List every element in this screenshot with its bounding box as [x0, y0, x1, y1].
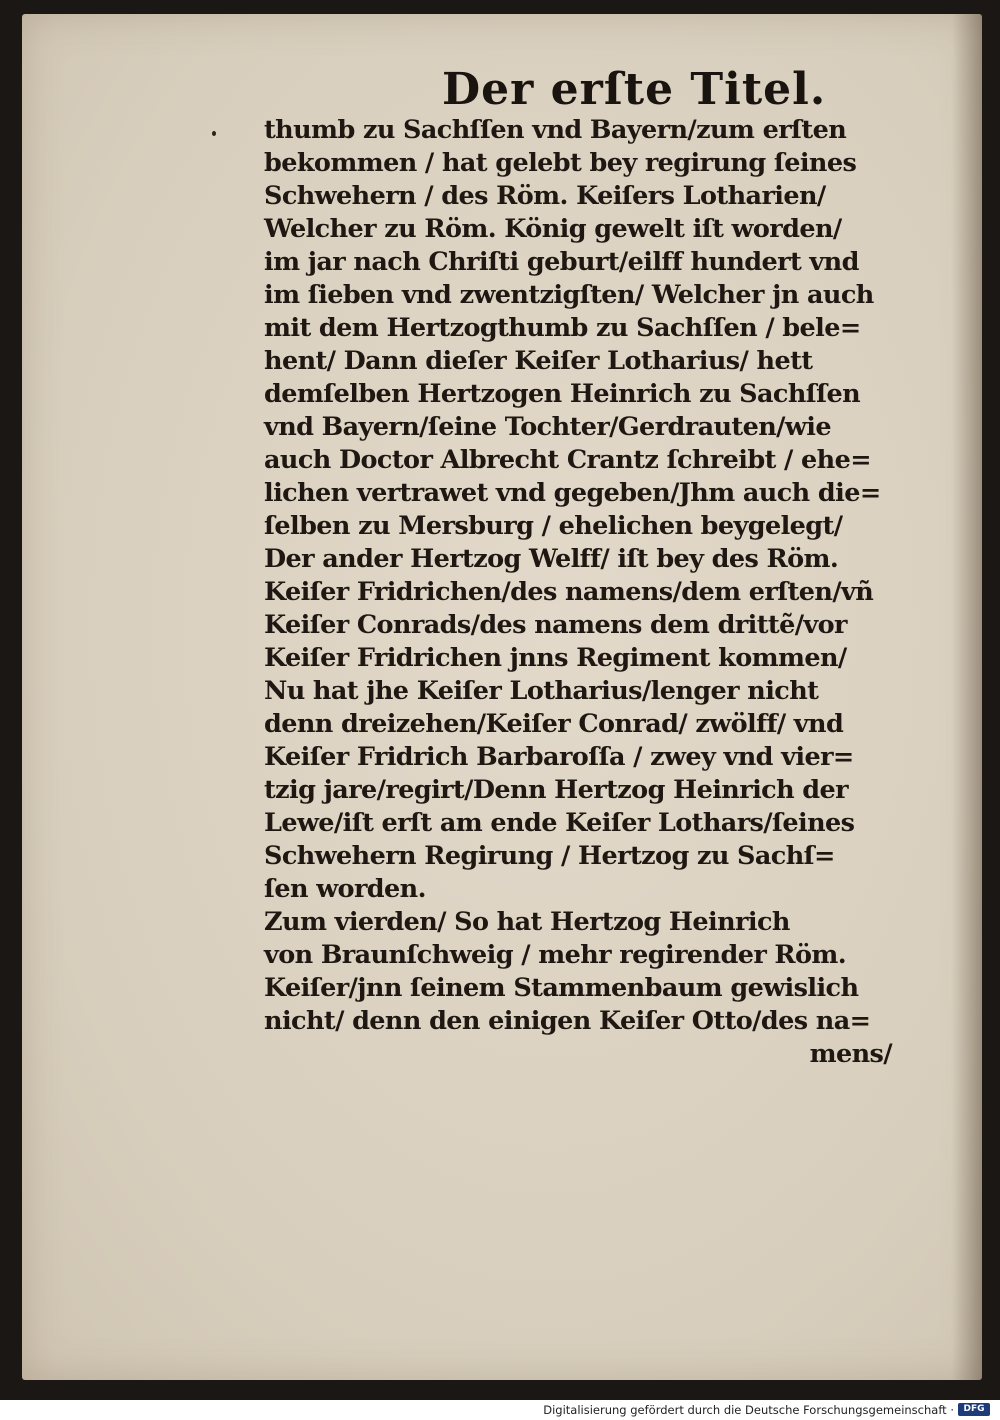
text-line: Keiſer Fridrichen jnns Regiment kommen/: [264, 643, 847, 673]
dfg-logo: DFG: [958, 1403, 990, 1416]
text-line: lichen vertrawet vnd gegeben/Jhm auch die=: [264, 478, 881, 508]
text-line: mit dem Hertzogthumb zu Sachſſen / bele=: [264, 313, 861, 343]
text-line: Nu hat jhe Keiſer Lotharius/lenger nicht: [264, 676, 819, 706]
book-page: [22, 14, 982, 1380]
text-line: Keiſer Fridrich Barbaroſſa / zwey vnd vier=: [264, 742, 854, 772]
text-line: Lewe/iſt erſt am ende Keiſer Lothars/ſeines: [264, 808, 855, 838]
text-line: hent/ Dann dieſer Keiſer Lotharius/ hett: [264, 346, 813, 376]
text-line: nicht/ denn den einigen Keiſer Otto/des na=: [264, 1006, 871, 1036]
text-line: Zum vierden/ So hat Hertzog Heinrich: [264, 907, 790, 937]
text-line: im ſieben vnd zwentzigſten/ Welcher jn auch: [264, 280, 874, 310]
text-line: demſelben Hertzogen Heinrich zu Sachſſen: [264, 379, 861, 409]
text-line: mens/: [809, 1039, 892, 1069]
text-line: Der ander Hertzog Welff/ iſt bey des Röm.: [264, 544, 839, 574]
text-line: thumb zu Sachſſen vnd Bayern/zum erſten: [264, 115, 847, 145]
text-line: im jar nach Chriſti geburt/eilff hundert vnd: [264, 247, 859, 277]
footer-bar: [0, 1400, 1000, 1420]
text-line: ſen worden.: [264, 874, 426, 904]
text-line: Schwehern Regirung / Hertzog zu Sachſ=: [264, 841, 835, 871]
text-line: tzig jare/regirt/Denn Hertzog Heinrich der: [264, 775, 848, 805]
text-line: Keiſer Conrads/des namens dem drittẽ/vor: [264, 610, 847, 640]
text-line: Welcher zu Röm. König gewelt iſt worden/: [264, 214, 842, 244]
text-line: auch Doctor Albrecht Crantz ſchreibt / ehe=: [264, 445, 871, 475]
text-line: denn dreizehen/Keiſer Conrad/ zwölff/ vnd: [264, 709, 844, 739]
gutter-shadow: [952, 14, 982, 1380]
ink-speck: [212, 131, 216, 136]
text-line: Schwehern / des Röm. Keiſers Lotharien/: [264, 181, 826, 211]
text-line: von Braunſchweig / mehr regirender Röm.: [264, 940, 847, 970]
text-line: ſelben zu Mersburg / ehelichen beygelegt/: [264, 511, 843, 541]
running-title: Der erſte Titel.: [442, 64, 827, 115]
text-line: bekommen / hat gelebt bey regirung ſeines: [264, 148, 857, 178]
text-line: vnd Bayern/ſeine Tochter/Gerdrauten/wie: [264, 412, 831, 442]
text-line: Keiſer/jnn ſeinem Stammenbaum gewislich: [264, 973, 859, 1003]
funding-credit: Digitalisierung gefördert durch die Deutsche Forschungsgemeinschaft ·: [543, 1403, 954, 1417]
text-line: Keiſer Fridrichen/des namens/dem erſten/vñ: [264, 577, 874, 607]
body-text: [264, 114, 904, 1071]
